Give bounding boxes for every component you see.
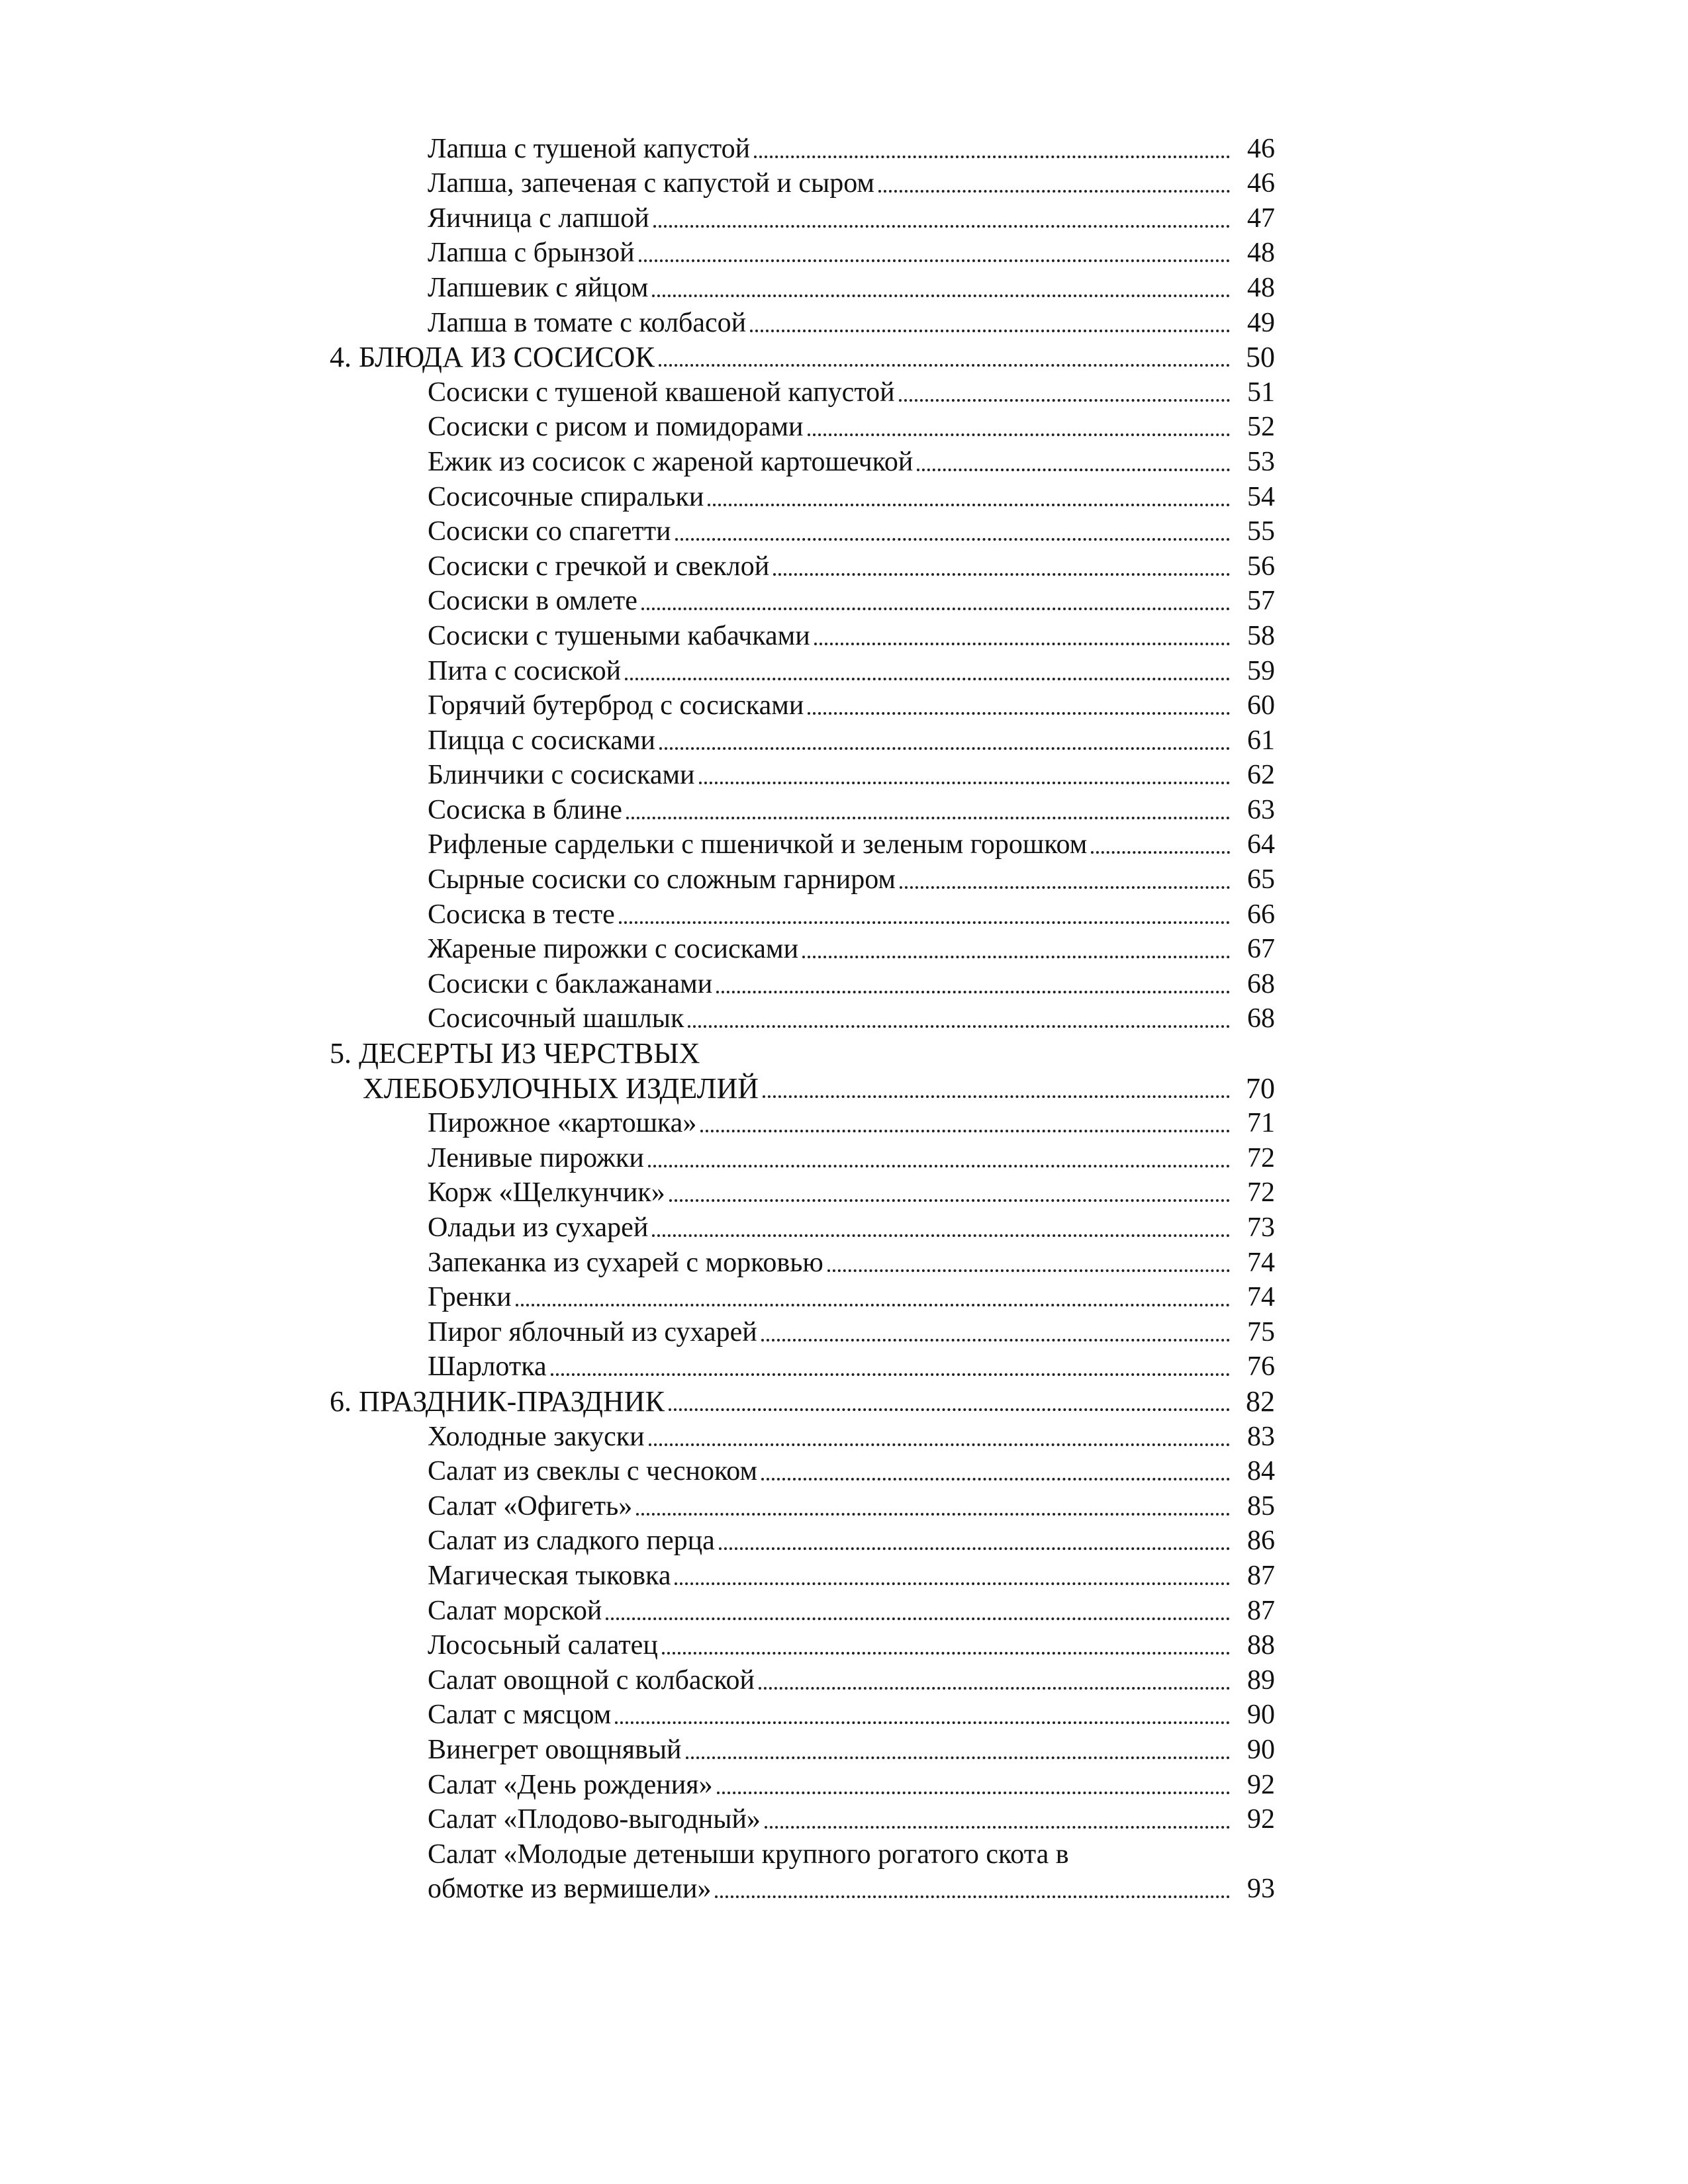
toc-entry-row [0,1106,1275,1141]
toc-page-number: 49 [1247,307,1275,338]
toc-entry-row [0,305,1275,340]
toc-page-number: 90 [1247,1734,1275,1765]
toc-entry-title: Гренки [428,1282,512,1313]
toc-entry-row [0,1210,1275,1245]
dot-leader [625,678,1230,680]
toc-entry-row [0,688,1275,723]
toc-entry-title: Сырные сосиски со сложным гарниром [428,864,896,895]
toc-entry-title: Салат с мясцом [428,1700,612,1731]
toc-entry-title: Лапша в томате с колбасой [428,307,747,338]
toc-entry-title: Ленивые пирожки [428,1142,644,1173]
toc-page-number: 84 [1247,1456,1275,1487]
dot-leader [641,608,1230,610]
toc-page-number: 61 [1247,725,1275,756]
toc-entry-row [0,549,1275,584]
dot-leader [899,399,1230,402]
toc-page-number: 75 [1247,1316,1275,1347]
dot-leader [759,1687,1230,1690]
dot-leader [686,1756,1230,1759]
dot-leader [652,295,1230,297]
toc-entry-title: обмотке из вермишели» [428,1874,712,1905]
toc-page-number: 90 [1247,1700,1275,1731]
toc-entry-title: Салат из свеклы с чесноком [428,1456,758,1487]
toc-entry-row [0,1280,1275,1315]
dot-leader [1091,851,1230,854]
toc-entry-row [0,966,1275,1001]
dot-leader [878,190,1230,193]
toc-entry-title: ХЛЕБОБУЛОЧНЫХ ИЗДЕЛИЙ [363,1071,759,1105]
toc-entry-title: Лапша с тушеной капустой [428,133,751,164]
dot-leader [808,433,1230,436]
toc-page-number: 47 [1247,203,1275,234]
toc-entry-row [0,1662,1275,1698]
dot-leader [765,1826,1230,1829]
dot-leader [708,504,1230,506]
toc-entry-title: Салат «Молодые детеныши крупного рогатого скота в [428,1839,1069,1870]
toc-entry-row [0,827,1275,862]
dot-leader [653,225,1230,228]
dot-leader [615,1721,1230,1724]
dot-leader [606,1617,1230,1620]
toc-section-row [0,1036,1275,1071]
dot-leader [761,1478,1230,1480]
toc-entry-row [0,479,1275,514]
toc-page-number: 72 [1247,1177,1275,1208]
toc-entry-row [0,1628,1275,1663]
toc-entry-row [0,1245,1275,1280]
toc-entry-title: Лососьный салатец [428,1630,658,1661]
toc-entry-title: 5. ДЕСЕРТЫ ИЗ ЧЕРСТВЫХ [330,1037,700,1070]
toc-entry-title: Салат морской [428,1595,602,1626]
dot-leader [715,1895,1230,1898]
dot-leader [814,643,1230,645]
toc-entry-title: Сосиска в блине [428,794,622,825]
toc-page-number: 54 [1247,481,1275,512]
dot-leader [662,1652,1230,1655]
toc-entry-row [0,1349,1275,1385]
dot-leader [750,330,1230,332]
toc-entry-title: Лапшевик с яйцом [428,272,649,303]
toc-page-number: 73 [1247,1212,1275,1243]
dot-leader [551,1373,1230,1376]
toc-page-number: 71 [1247,1108,1275,1139]
toc-entry-title: Сосиски с баклажанами [428,968,713,999]
toc-entry-row [0,410,1275,445]
toc-page-number: 48 [1247,272,1275,303]
toc-page-number: 82 [1246,1385,1275,1418]
toc-page-number: 92 [1247,1804,1275,1835]
dot-leader [659,364,1230,367]
toc-entry-title: Сосиски с тушеными кабачками [428,620,810,651]
dot-leader [761,1339,1230,1342]
toc-page-number: 87 [1247,1595,1275,1626]
toc-entry-title: Запеканка из сухарей с морковью [428,1247,823,1278]
toc-page-number: 55 [1247,516,1275,547]
toc-entry-row [0,653,1275,688]
dot-leader [648,1165,1230,1167]
toc-entry-title: Пита с сосиской [428,655,622,686]
toc-entry-title: 4. БЛЮДА ИЗ СОСИСОК [330,341,655,374]
toc-entry-title: Салат из сладкого перца [428,1525,715,1557]
dot-leader [516,1304,1230,1306]
toc-page-number: 65 [1247,864,1275,895]
toc-entry-row [0,270,1275,305]
toc-entry-title: Пицца с сосисками [428,725,655,756]
toc-page-number: 53 [1247,446,1275,477]
toc-entry-title: Блинчики с сосисками [428,760,695,791]
toc-entry-title: Яичница с лапшой [428,203,649,234]
dot-leader [808,712,1230,715]
toc-entry-row [0,897,1275,932]
toc-page-number: 46 [1247,133,1275,164]
toc-page-number: 48 [1247,238,1275,269]
toc-section-row [0,1384,1275,1419]
toc-page-number: 64 [1247,829,1275,860]
table-of-contents [0,131,1688,1906]
dot-leader [639,259,1230,262]
toc-entry-title: Горячий бутерброд с сосисками [428,690,804,721]
toc-page-number: 57 [1247,586,1275,617]
toc-page-number: 56 [1247,551,1275,582]
dot-leader [773,573,1230,576]
toc-entry-title: Сосиски с рисом и помидорами [428,412,804,443]
dot-leader [659,747,1230,750]
toc-entry-title: Лапша, запеченая с капустой и сыром [428,168,874,199]
toc-page-number: 50 [1246,341,1275,374]
toc-entry-row [0,1732,1275,1767]
toc-entry-row [0,514,1275,549]
toc-entry-row [0,584,1275,619]
dot-leader [699,782,1230,784]
toc-entry-row [0,1872,1275,1907]
toc-entry-title: Винегрет овощнявый [428,1734,682,1765]
toc-page-number: 88 [1247,1630,1275,1661]
dot-leader [636,1513,1230,1516]
toc-entry-row [0,375,1275,410]
toc-page-number: 51 [1247,377,1275,408]
toc-entry-row [0,1454,1275,1489]
toc-entry-title: Магическая тыковка [428,1560,671,1591]
toc-page-number: 85 [1247,1490,1275,1522]
toc-entry-title: Жареные пирожки с сосисками [428,934,799,965]
toc-entry-title: 6. ПРАЗДНИК-ПРАЗДНИК [330,1385,665,1418]
toc-entry-title: Сосиски в омлете [428,586,637,617]
toc-entry-title: Лапша с брынзой [428,238,635,269]
dot-leader [675,1582,1230,1585]
toc-entry-title: Салат «Плодово-выгодный» [428,1804,761,1835]
dot-leader [763,1095,1230,1098]
toc-entry-row [0,201,1275,236]
toc-entry-row [0,1175,1275,1210]
toc-entry-row [0,862,1275,897]
toc-entry-row [0,932,1275,967]
toc-entry-row [0,758,1275,793]
toc-page-number: 70 [1246,1071,1275,1105]
toc-page-number: 86 [1247,1525,1275,1557]
dot-leader [619,921,1230,924]
dot-leader [754,156,1230,158]
toc-entry-row [0,166,1275,201]
toc-page-number: 58 [1247,620,1275,651]
dot-leader [688,1025,1230,1028]
toc-entry-row [0,1593,1275,1628]
toc-page-number: 74 [1247,1282,1275,1313]
toc-entry-row [0,1140,1275,1175]
toc-entry-row [0,723,1275,758]
dot-leader [649,1443,1230,1446]
toc-entry-row [0,444,1275,479]
toc-page-number: 76 [1247,1351,1275,1383]
toc-entry-row [0,1314,1275,1349]
toc-entry-row [0,1698,1275,1733]
toc-entry-title: Рифленые сардельки с пшеничкой и зеленым горошком [428,829,1088,860]
toc-page-number: 72 [1247,1142,1275,1173]
toc-entry-title: Салат овощной с колбаской [428,1664,755,1696]
toc-page-number: 52 [1247,412,1275,443]
toc-entry-title: Сосиски с гречкой и свеклой [428,551,770,582]
toc-page-number: 66 [1247,899,1275,930]
toc-entry-title: Оладьи из сухарей [428,1212,649,1243]
toc-page-number: 92 [1247,1769,1275,1800]
toc-entry-title: Холодные закуски [428,1421,645,1452]
toc-entry-row [0,131,1275,166]
toc-section-row [0,1071,1275,1106]
dot-leader [717,1792,1230,1794]
toc-page-number: 87 [1247,1560,1275,1591]
dot-leader [626,817,1230,819]
dot-leader [719,1547,1230,1550]
toc-entry-title: Сосиски с тушеной квашеной капустой [428,377,895,408]
toc-entry-row [0,1558,1275,1593]
toc-page-number: 59 [1247,655,1275,686]
toc-page-number: 89 [1247,1664,1275,1696]
toc-page-number: 63 [1247,794,1275,825]
toc-entry-title: Пирожное «картошка» [428,1108,697,1139]
toc-entry-title: Сосисочные спиральки [428,481,704,512]
dot-leader [652,1234,1230,1237]
toc-entry-row [0,1419,1275,1454]
toc-page-number: 68 [1247,968,1275,999]
toc-entry-title: Шарлотка [428,1351,547,1383]
toc-entry-title: Салат «Офигеть» [428,1490,633,1522]
dot-leader [802,956,1230,958]
toc-page-number: 67 [1247,934,1275,965]
dot-leader [675,538,1230,541]
toc-page-number: 60 [1247,690,1275,721]
toc-page-number: 83 [1247,1421,1275,1452]
toc-entry-title: Сосиски со спагетти [428,516,671,547]
dot-leader [827,1269,1230,1272]
toc-entry-row [0,236,1275,271]
toc-entry-title: Салат «День рождения» [428,1769,713,1800]
toc-entry-row [0,792,1275,827]
toc-entry-row [0,1767,1275,1802]
toc-entry-title: Сосисочный шашлык [428,1003,684,1034]
toc-entry-row [0,1837,1275,1872]
toc-page-number: 46 [1247,168,1275,199]
toc-entry-title: Пирог яблочный из сухарей [428,1316,757,1347]
toc-page-number: 93 [1247,1874,1275,1905]
toc-entry-row [0,1001,1275,1036]
toc-entry-title: Корж «Щелкунчик» [428,1177,665,1208]
toc-entry-row [0,1524,1275,1559]
toc-entry-row [0,618,1275,653]
toc-page-number: 62 [1247,760,1275,791]
dot-leader [669,1408,1230,1411]
toc-entry-row [0,1488,1275,1524]
dot-leader [669,1199,1230,1202]
dot-leader [700,1130,1230,1132]
dot-leader [716,991,1230,993]
toc-entry-title: Ежик из сосисок с жареной картошечкой [428,446,914,477]
toc-section-row [0,340,1275,375]
dot-leader [900,886,1230,889]
dot-leader [917,469,1230,471]
toc-page-number: 68 [1247,1003,1275,1034]
toc-entry-title: Сосиска в тесте [428,899,615,930]
toc-page-number: 74 [1247,1247,1275,1278]
toc-entry-row [0,1802,1275,1837]
